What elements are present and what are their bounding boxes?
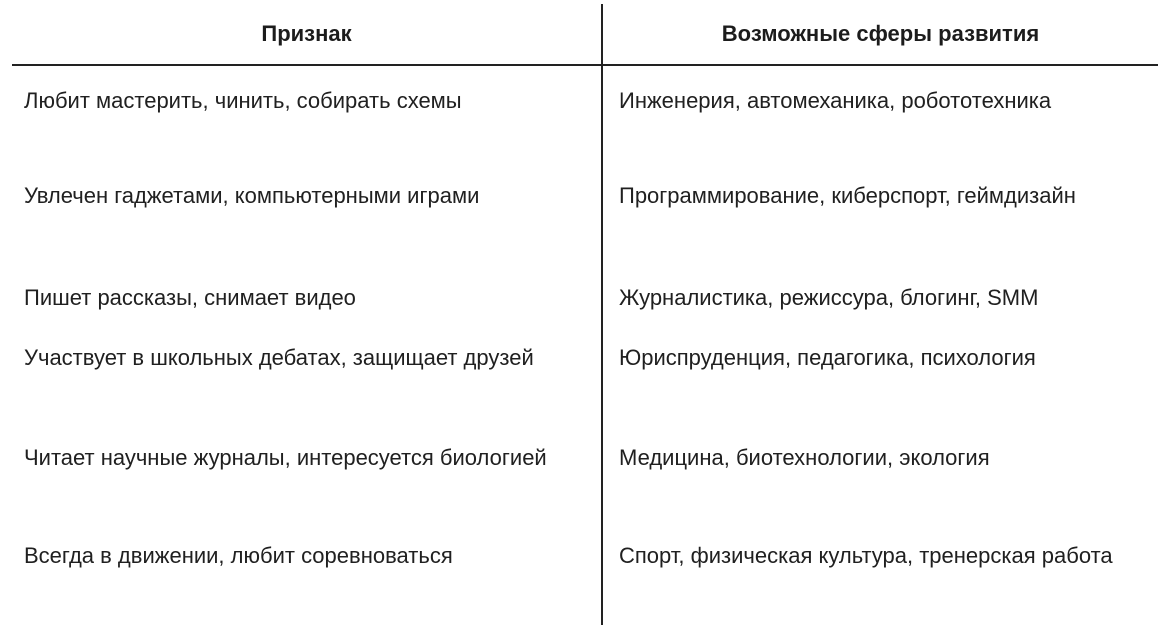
- row-3-trait: Пишет рассказы, снимает видео: [24, 285, 356, 310]
- header-development-fields: Возможные сферы развития: [721, 21, 1040, 46]
- row-4-fields: Юриспруденция, педагогика, психология: [619, 345, 1036, 370]
- row-5-fields: Медицина, биотехнологии, экология: [619, 445, 990, 470]
- row-3-fields: Журналистика, режиссура, блогинг, SMM: [619, 285, 1039, 310]
- row-5-trait: Читает научные журналы, интересуется биологией: [24, 445, 547, 470]
- column-divider: [601, 4, 603, 625]
- row-1-fields: Инженерия, автомеханика, робототехника: [619, 88, 1052, 113]
- header-divider: [12, 64, 1158, 66]
- row-2-fields: Программирование, киберспорт, геймдизайн: [619, 183, 1076, 208]
- row-2-trait: Увлечен гаджетами, компьютерными играми: [24, 183, 480, 208]
- header-trait: Признак: [261, 21, 352, 46]
- row-1-trait: Любит мастерить, чинить, собирать схемы: [24, 88, 462, 113]
- row-4-trait: Участвует в школьных дебатах, защищает друзей: [24, 345, 534, 370]
- row-6-fields: Спорт, физическая культура, тренерская работа: [619, 543, 1113, 568]
- traits-table: [12, 0, 1158, 628]
- row-6-trait: Всегда в движении, любит соревноваться: [24, 543, 453, 568]
